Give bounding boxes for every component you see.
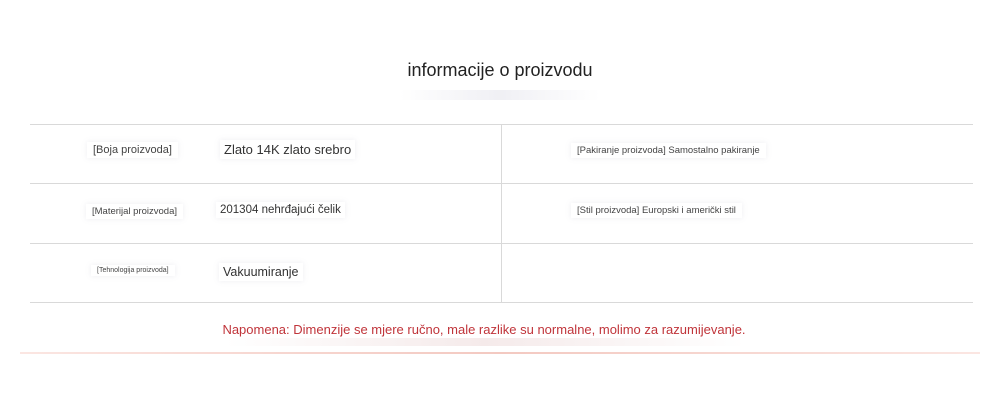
technology-value: Vakuumiranje (219, 263, 303, 281)
technology-label: [Tehnologija proizvoda] (91, 265, 175, 276)
style-info: [Stil proizvoda] Europski i američki stil (571, 203, 742, 218)
packaging-info: [Pakiranje proizvoda] Samostalno pakiranje (571, 143, 766, 158)
bottom-divider (20, 352, 980, 354)
measurement-note: Napomena: Dimenzije se mjere ručno, male razlike su normalne, molimo za razumijevanje. (222, 322, 746, 337)
page-title: informacije o proizvodu (407, 60, 593, 80)
material-label: [Materijal proizvoda] (86, 204, 183, 219)
table-column-divider (501, 124, 502, 303)
title-underline-decoration (400, 90, 600, 100)
material-value: 201304 nehrđajući čelik (216, 202, 345, 218)
product-info-table (30, 124, 973, 303)
note-shadow-decoration (225, 338, 745, 346)
color-value: Zlato 14K zlato srebro (220, 140, 355, 159)
color-label: [Boja proizvoda] (87, 142, 178, 158)
